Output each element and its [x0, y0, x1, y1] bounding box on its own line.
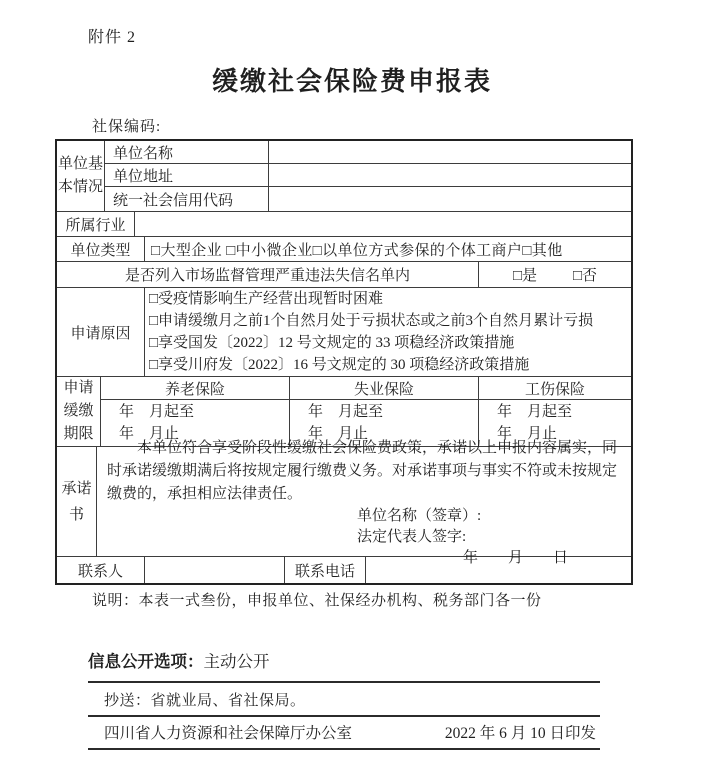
reason-option-chuanfufa[interactable]: □享受川府发〔2022〕16 号文规定的 30 项稳经济政策措施: [149, 357, 530, 373]
defer-period-label-text: 申请缓缴期限: [63, 380, 94, 442]
reason-option-epidemic[interactable]: □受疫情影响生产经营出现暂时困难: [149, 291, 384, 307]
injury-insurance-header: 工伤保险: [524, 381, 585, 398]
commitment-row: [57, 440, 631, 566]
industry-input[interactable]: [135, 212, 631, 236]
disclosure-label: 信息公开选项：: [88, 652, 204, 671]
social-code-label: 社保编码:: [92, 119, 162, 135]
commitment-body: [97, 440, 631, 566]
blacklist-no-checkbox[interactable]: □否: [573, 268, 598, 284]
unit-type-row: [57, 237, 631, 262]
period-from-text: 年 月起至: [308, 404, 384, 420]
period-from-text: 年 月起至: [497, 404, 573, 420]
unit-basic-group-label-text: 单位基本情况: [57, 156, 103, 195]
blacklist-question: 是否列入市场监督管理严重违法失信名单内: [57, 262, 479, 287]
reason-option-guofa[interactable]: □享受国发〔2022〕12 号文规定的 33 项稳经济政策措施: [149, 335, 515, 351]
contact-phone-input[interactable]: [366, 557, 631, 583]
credit-code-label: 统一社会信用代码: [105, 187, 269, 211]
apply-reason-label: 申请原因: [57, 288, 145, 376]
blacklist-answers: [479, 262, 631, 287]
issuer-row: [104, 721, 596, 743]
period-to-text: 年 月止: [497, 426, 558, 442]
unit-seal-label[interactable]: 单位名称（签章）:: [357, 508, 482, 524]
industry-label: 所属行业: [57, 212, 135, 236]
attachment-label: 附件 2: [88, 29, 137, 46]
commitment-text: 本单位符合享受阶段性缓缴社会保险费政策，承诺以上申报内容属实，同时承诺缓缴期满后将按规定履行缴费义务。对承诺事项与事实不符或未按规定缴费的，承担相应法律责任。: [107, 440, 618, 502]
cc-line: 抄送：省就业局、省社保局。: [104, 693, 306, 709]
unit-name-input[interactable]: [269, 141, 631, 163]
issue-date: 2022 年 6 月 10 日印发: [444, 725, 596, 742]
commitment-label: [57, 447, 97, 556]
disclosure-value: 主动公开: [203, 652, 270, 671]
issuer-name: 四川省人力资源和社会保障厅办公室: [104, 725, 353, 742]
unit-type-options[interactable]: □大型企业 □中小微企业□以单位方式参保的个体工商户□其他: [151, 242, 563, 259]
apply-reason-options: [145, 288, 631, 376]
unit-basic-group-label: [57, 141, 105, 211]
contact-row: [57, 557, 631, 583]
note-text: 说明：本表一式叁份，申报单位、社保经办机构、税务部门各一份: [92, 593, 542, 609]
apply-reason-row: [57, 288, 631, 377]
contact-phone-label: 联系电话: [285, 557, 366, 583]
unit-address-label: 单位地址: [105, 164, 269, 186]
industry-row: [57, 212, 631, 237]
credit-code-input[interactable]: [269, 187, 631, 211]
table-row: [105, 187, 631, 211]
unit-address-input[interactable]: [269, 164, 631, 186]
form-title: 缓缴社会保险费申报表: [211, 67, 492, 96]
reason-option-loss[interactable]: □申请缓缴月之前1个自然月处于亏损状态或之前3个自然月累计亏损: [149, 313, 594, 329]
commitment-date-line[interactable]: 年 月 日: [463, 550, 569, 566]
period-to-text: 年 月止: [119, 426, 180, 442]
blacklist-row: [57, 262, 631, 288]
unit-type-label: 单位类型: [57, 237, 145, 261]
footer-rule-bottom: [88, 748, 600, 750]
table-row: [105, 141, 631, 164]
table-row: [105, 164, 631, 187]
pension-insurance-header: 养老保险: [101, 377, 290, 399]
contact-person-input[interactable]: [145, 557, 285, 583]
unit-basic-group: [57, 141, 631, 212]
defer-period-label: [57, 377, 101, 446]
disclosure-line: [88, 648, 270, 672]
footer-rule-middle: [88, 715, 600, 717]
insurance-header-row: [101, 377, 631, 400]
unit-name-label: 单位名称: [105, 141, 269, 163]
footer-rule-top: [88, 681, 600, 683]
unemployment-insurance-header: 失业保险: [290, 377, 479, 399]
contact-person-label: 联系人: [57, 557, 145, 583]
defer-period-columns: [101, 377, 631, 446]
unit-basic-rows: [105, 141, 631, 211]
legal-representative-sign-label[interactable]: 法定代表人签字:: [357, 529, 467, 545]
blacklist-yes-checkbox[interactable]: □是: [512, 268, 537, 284]
commitment-label-text: 承诺书: [61, 480, 92, 523]
application-table: [55, 139, 633, 585]
period-from-text: 年 月起至: [119, 404, 195, 420]
period-to-text: 年 月止: [308, 426, 369, 442]
